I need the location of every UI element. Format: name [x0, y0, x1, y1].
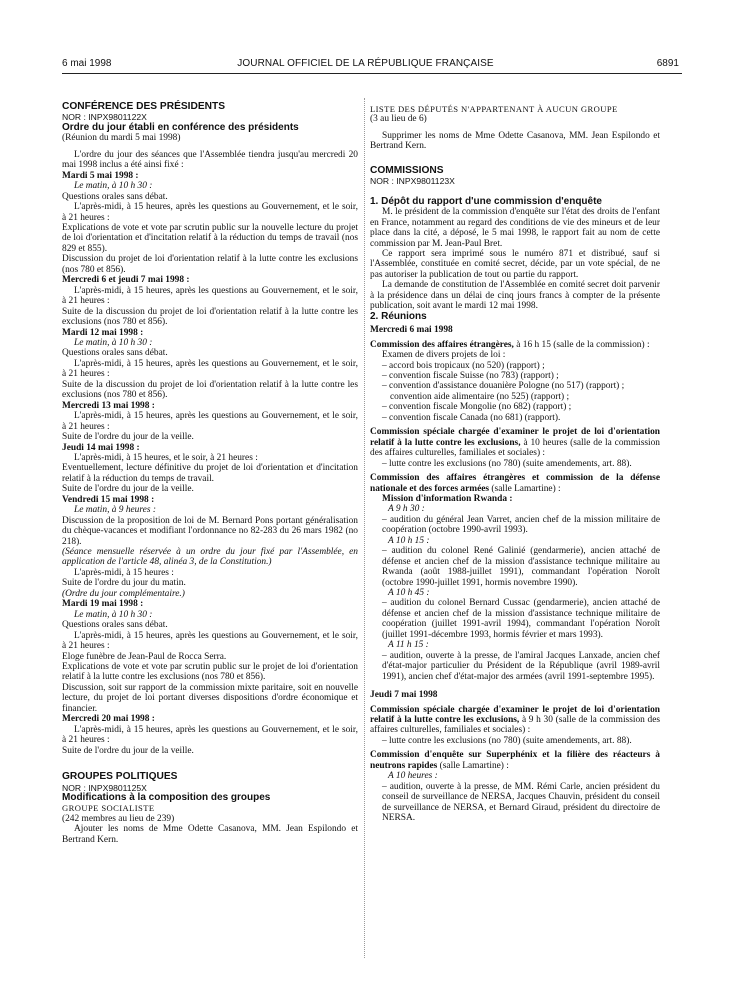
- groupe-text: Ajouter les noms de Mme Odette Casanova, MM. Jean Espilondo et Bertrand Kern.: [62, 824, 358, 845]
- page-header: [0, 58, 731, 72]
- examen-line: Examen de divers projets de loi :: [382, 350, 506, 361]
- list-item: – convention fiscale Suisse (no 783) (rapport) ;: [382, 370, 559, 381]
- list-item: – lutte contre les exclusions (no 780) (suite amendements, art. 88).: [382, 458, 632, 469]
- list-item: – audition du général Jean Varret, ancien chef de la mission militaire de coopération (octobre 1990-avril 1993).: [382, 514, 660, 536]
- commissions-title: COMMISSIONS: [370, 164, 444, 176]
- day-heading: Vendredi 15 mai 1998 :: [62, 494, 155, 505]
- list-item: – accord bois tropicaux (no 520) (rapport) ;: [382, 360, 545, 371]
- commission-details: à 10 heures (salle de la commission des affaires culturelles, familiales et sociales) :: [370, 437, 660, 459]
- day-heading: Mardi 12 mai 1998 :: [62, 327, 144, 338]
- list-item: – audition, ouverte à la presse, de MM. Rémi Carle, ancien président du conseil de surveillance de NERSA, Jacques Chauvin, président du conseil de surveillance de NERSA, et Bernard Giraud, président du directoire de NERSA.: [382, 781, 660, 824]
- agenda-item: Questions orales sans débat.: [62, 348, 168, 359]
- time-slot: Le matin, à 9 heures :: [74, 505, 156, 516]
- commission-name: Commission des affaires étrangères et commission de la défense nationale et des forces armées: [370, 473, 660, 494]
- day-heading: Mardi 5 mai 1998 :: [62, 170, 139, 181]
- reunion: (Réunion du mardi 5 mai 1998): [62, 133, 181, 144]
- section-2-title: 2. Réunions: [370, 310, 427, 322]
- paragraph: M. le président de la commission d'enquête sur l'état des droits de l'enfant en France, notamment au regard des conditions de vie des mineurs et de leur place dans la cité, a déposé, le 5 mai 1998, le rapport fait au nom de cette commission par M. Jean-Paul Bret.: [370, 207, 660, 249]
- time-slot: L'après-midi, à 15 heures, après les questions au Gouvernement, et le soir, à 21 heures :: [62, 630, 358, 652]
- time-slot: L'après-midi, à 15 heures, après les questions au Gouvernement, et le soir, à 21 heures :: [62, 411, 358, 432]
- list-item: – lutte contre les exclusions (no 780) (suite amendements, art. 88).: [382, 735, 632, 746]
- time-slot: L'après-midi, à 15 heures, et le soir, à 21 heures :: [74, 452, 258, 463]
- column-divider: [364, 98, 365, 958]
- agenda-item: Suite de l'ordre du jour de la veille.: [62, 432, 194, 443]
- paragraph: La demande de constitution de l'Assemblée en comité secret doit parvenir à la présidence dans un délai de cinq jours francs à compter de la présente publication, soit avant le mardi 12 mai 1998.: [370, 280, 660, 312]
- agenda-item: Eventuellement, lecture définitive du projet de loi d'orientation et d'incitation relatif à la réduction du temps de travail.: [62, 463, 358, 484]
- liste-text: Supprimer les noms de Mme Odette Casanova, MM. Jean Espilondo et Bertrand Kern.: [370, 130, 660, 152]
- header-rule: [62, 73, 682, 74]
- groupes-nor: NOR : INPX9801125X: [62, 782, 147, 793]
- paragraph: Ce rapport sera imprimé sous le numéro 871 et distribué, sauf si l'Assemblée, constituée en comité secret, décide, par un vote spécial, de ne pas autoriser la publication de tout ou partie du rapport.: [370, 248, 660, 280]
- commission-name: Commission spéciale chargée d'examiner le projet de loi d'orientation relatif à la lutte contre les exclusions,: [370, 704, 660, 726]
- day-heading: Jeudi 14 mai 1998 :: [62, 442, 140, 453]
- conf-title: CONFÉRENCE DES PRÉSIDENTS: [62, 101, 226, 112]
- commission-name: Commission des affaires étrangères,: [370, 339, 514, 350]
- time-slot: A 10 h 15 :: [388, 535, 430, 546]
- time-slot: L'après-midi, à 15 heures, après les questions au Gouvernement, et le soir, à 21 heures :: [62, 202, 358, 223]
- agenda-item: Discussion de la proposition de loi de M. Bernard Pons portant généralisation du chèque-vacances et modifiant l'ordonnance no 82-283 du 26 mars 1982 (no 218).: [62, 515, 358, 547]
- time-slot: L'après-midi, à 15 heures :: [74, 567, 174, 578]
- groupes-title: GROUPES POLITIQUES: [62, 771, 178, 783]
- time-slot: A 9 h 30 :: [388, 504, 425, 515]
- time-slot: A 11 h 15 :: [388, 640, 429, 651]
- header-date: 6 mai 1998: [62, 58, 112, 69]
- agenda-item: Discussion du projet de loi d'orientation relatif à la lutte contre les exclusions (nos 780 et 856).: [62, 254, 358, 275]
- agenda-note: (Séance mensuelle réservée à un ordre du jour fixé par l'Assemblée, en application de l'article 48, alinéa 3, de la Constitution.): [62, 547, 358, 568]
- journal-title: JOURNAL OFFICIEL DE LA RÉPUBLIQUE FRANÇAISE: [237, 58, 494, 69]
- agenda-item: Suite de l'ordre du jour de la veille.: [62, 745, 194, 756]
- ordre-title: Ordre du jour établi en conférence des présidents: [62, 121, 299, 133]
- section-1-title: 1. Dépôt du rapport d'une commission d'enquête: [370, 195, 602, 207]
- modifications-title: Modifications à la composition des groupes: [62, 792, 271, 803]
- groupe-socialiste: GROUPE SOCIALISTE: [62, 803, 155, 814]
- agenda-item: Eloge funèbre de Jean-Paul de Rocca Serra.: [62, 651, 227, 662]
- day-heading: Mercredi 6 et jeudi 7 mai 1998 :: [62, 275, 190, 286]
- agenda-item: Suite de l'ordre du jour du matin.: [62, 578, 186, 589]
- agenda-item: Explications de vote et vote par scrutin public sur le projet de loi d'orientation relatif à la lutte contre les exclusions (nos 780 et 856).: [62, 662, 358, 683]
- time-slot: A 10 h 45 :: [388, 588, 430, 599]
- time-slot: Le matin, à 10 h 30 :: [74, 181, 153, 192]
- commission-details: à 16 h 15 (salle de la commission) :: [516, 339, 650, 350]
- list-item: – audition du colonel René Galinié (gendarmerie), ancien attaché de défense et ancien chef de la mission d'assistance technique militaire au Rwanda (août 1988-juillet 1991), commandant l'opération Noroît (octobre 1990-juillet 1991, hormis novembre 1990).: [382, 546, 660, 588]
- time-slot: Le matin, à 10 h 30 :: [74, 337, 153, 348]
- agenda-item: Questions orales sans débat.: [62, 191, 168, 202]
- agenda-note: (Ordre du jour complémentaire.): [62, 588, 185, 599]
- page-number: 6891: [656, 58, 679, 69]
- intro: L'ordre du jour des séances que l'Assemblée tiendra jusqu'au mercredi 20 mai 1998 inclus a été ainsi fixé :: [62, 149, 358, 171]
- day-heading: Mercredi 20 mai 1998 :: [62, 714, 155, 725]
- list-item: – audition du colonel Bernard Cussac (gendarmerie), ancien attaché de défense et ancien chef de la mission d'assistance technique militaire de coopération (juillet 1991-avril 1994), commandant l'opération Noroît (juillet 1991-décembre 1993, hormis février et mars 1993).: [382, 598, 660, 640]
- conf-nor: NOR : INPX9801122X: [62, 112, 147, 123]
- list-item: convention aide alimentaire (no 525) (rapport) ;: [390, 391, 570, 402]
- time-slot: L'après-midi, à 15 heures, après les questions au Gouvernement, et le soir, à 21 heures :: [62, 358, 358, 380]
- mission-heading: Mission d'information Rwanda :: [382, 493, 513, 504]
- groupe-count: (242 membres au lieu de 239): [62, 813, 175, 824]
- time-slot: A 10 heures :: [388, 771, 438, 782]
- time-slot: L'après-midi, à 15 heures, après les questions au Gouvernement, et le soir, à 21 heures :: [62, 285, 358, 307]
- agenda-item: Suite de la discussion du projet de loi d'orientation relatif à la lutte contre les exclusions (nos 780 et 856).: [62, 306, 358, 328]
- day-heading: Mercredi 13 mai 1998 :: [62, 400, 155, 411]
- time-slot: Le matin, à 10 h 30 :: [74, 609, 153, 620]
- liste-count: (3 au lieu de 6): [370, 114, 427, 125]
- right-column: [370, 100, 660, 824]
- agenda-item: Suite de l'ordre du jour de la veille.: [62, 484, 194, 495]
- commission-details: (salle Lamartine) :: [439, 760, 509, 771]
- commission-name: Commission d'enquête sur Superphénix et la filière des réacteurs à neutrons rapides: [370, 750, 660, 771]
- list-item: – convention d'assistance douanière Pologne (no 517) (rapport) ;: [382, 381, 625, 392]
- agenda-item: Explications de vote et vote par scrutin public sur la nouvelle lecture du projet de loi d'orientation et d'incitation relatif à la réduction du temps de travail (nos 829 et 855).: [62, 222, 358, 254]
- day-heading: Mardi 19 mai 1998 :: [62, 599, 144, 610]
- commission-name: Commission spéciale chargée d'examiner le projet de loi d'orientation relatif à la lutte contre les exclusions,: [370, 427, 660, 448]
- agenda-item: Discussion, soit sur rapport de la commission mixte paritaire, soit en nouvelle lecture, du projet de loi portant diverses dispositions d'ordre économique et financier.: [62, 682, 358, 714]
- left-column: [62, 100, 358, 845]
- agenda-item: Suite de la discussion du projet de loi d'orientation relatif à la lutte contre les exclusions (nos 780 et 856).: [62, 379, 358, 401]
- commission-details: (salle Lamartine) :: [491, 483, 561, 494]
- commissions-nor: NOR : INPX9801123X: [370, 176, 455, 187]
- time-slot: L'après-midi, à 15 heures, après les questions au Gouvernement, et le soir, à 21 heures :: [62, 724, 358, 746]
- commission-details: à 9 h 30 (salle de la commission des affaires culturelles, familiales et sociales) :: [370, 715, 661, 736]
- list-item: – audition, ouverte à la presse, de l'amiral Jacques Lanxade, ancien chef d'état-major particulier du Président de la République (avril 1989-avril 1991), ancien chef d'état-major des armées (avril 1991-septembre 1995).: [382, 650, 660, 682]
- list-item: – convention fiscale Canada (no 681) (rapport).: [382, 412, 561, 423]
- liste-title: LISTE DES DÉPUTÉS N'APPARTENANT À AUCUN GROUPE: [370, 104, 618, 114]
- weekday-heading: Mercredi 6 mai 1998: [370, 325, 453, 336]
- weekday-heading: Jeudi 7 mai 1998: [370, 690, 438, 701]
- agenda-item: Questions orales sans débat.: [62, 620, 168, 631]
- list-item: – convention fiscale Mongolie (no 682) (rapport) ;: [382, 402, 572, 413]
